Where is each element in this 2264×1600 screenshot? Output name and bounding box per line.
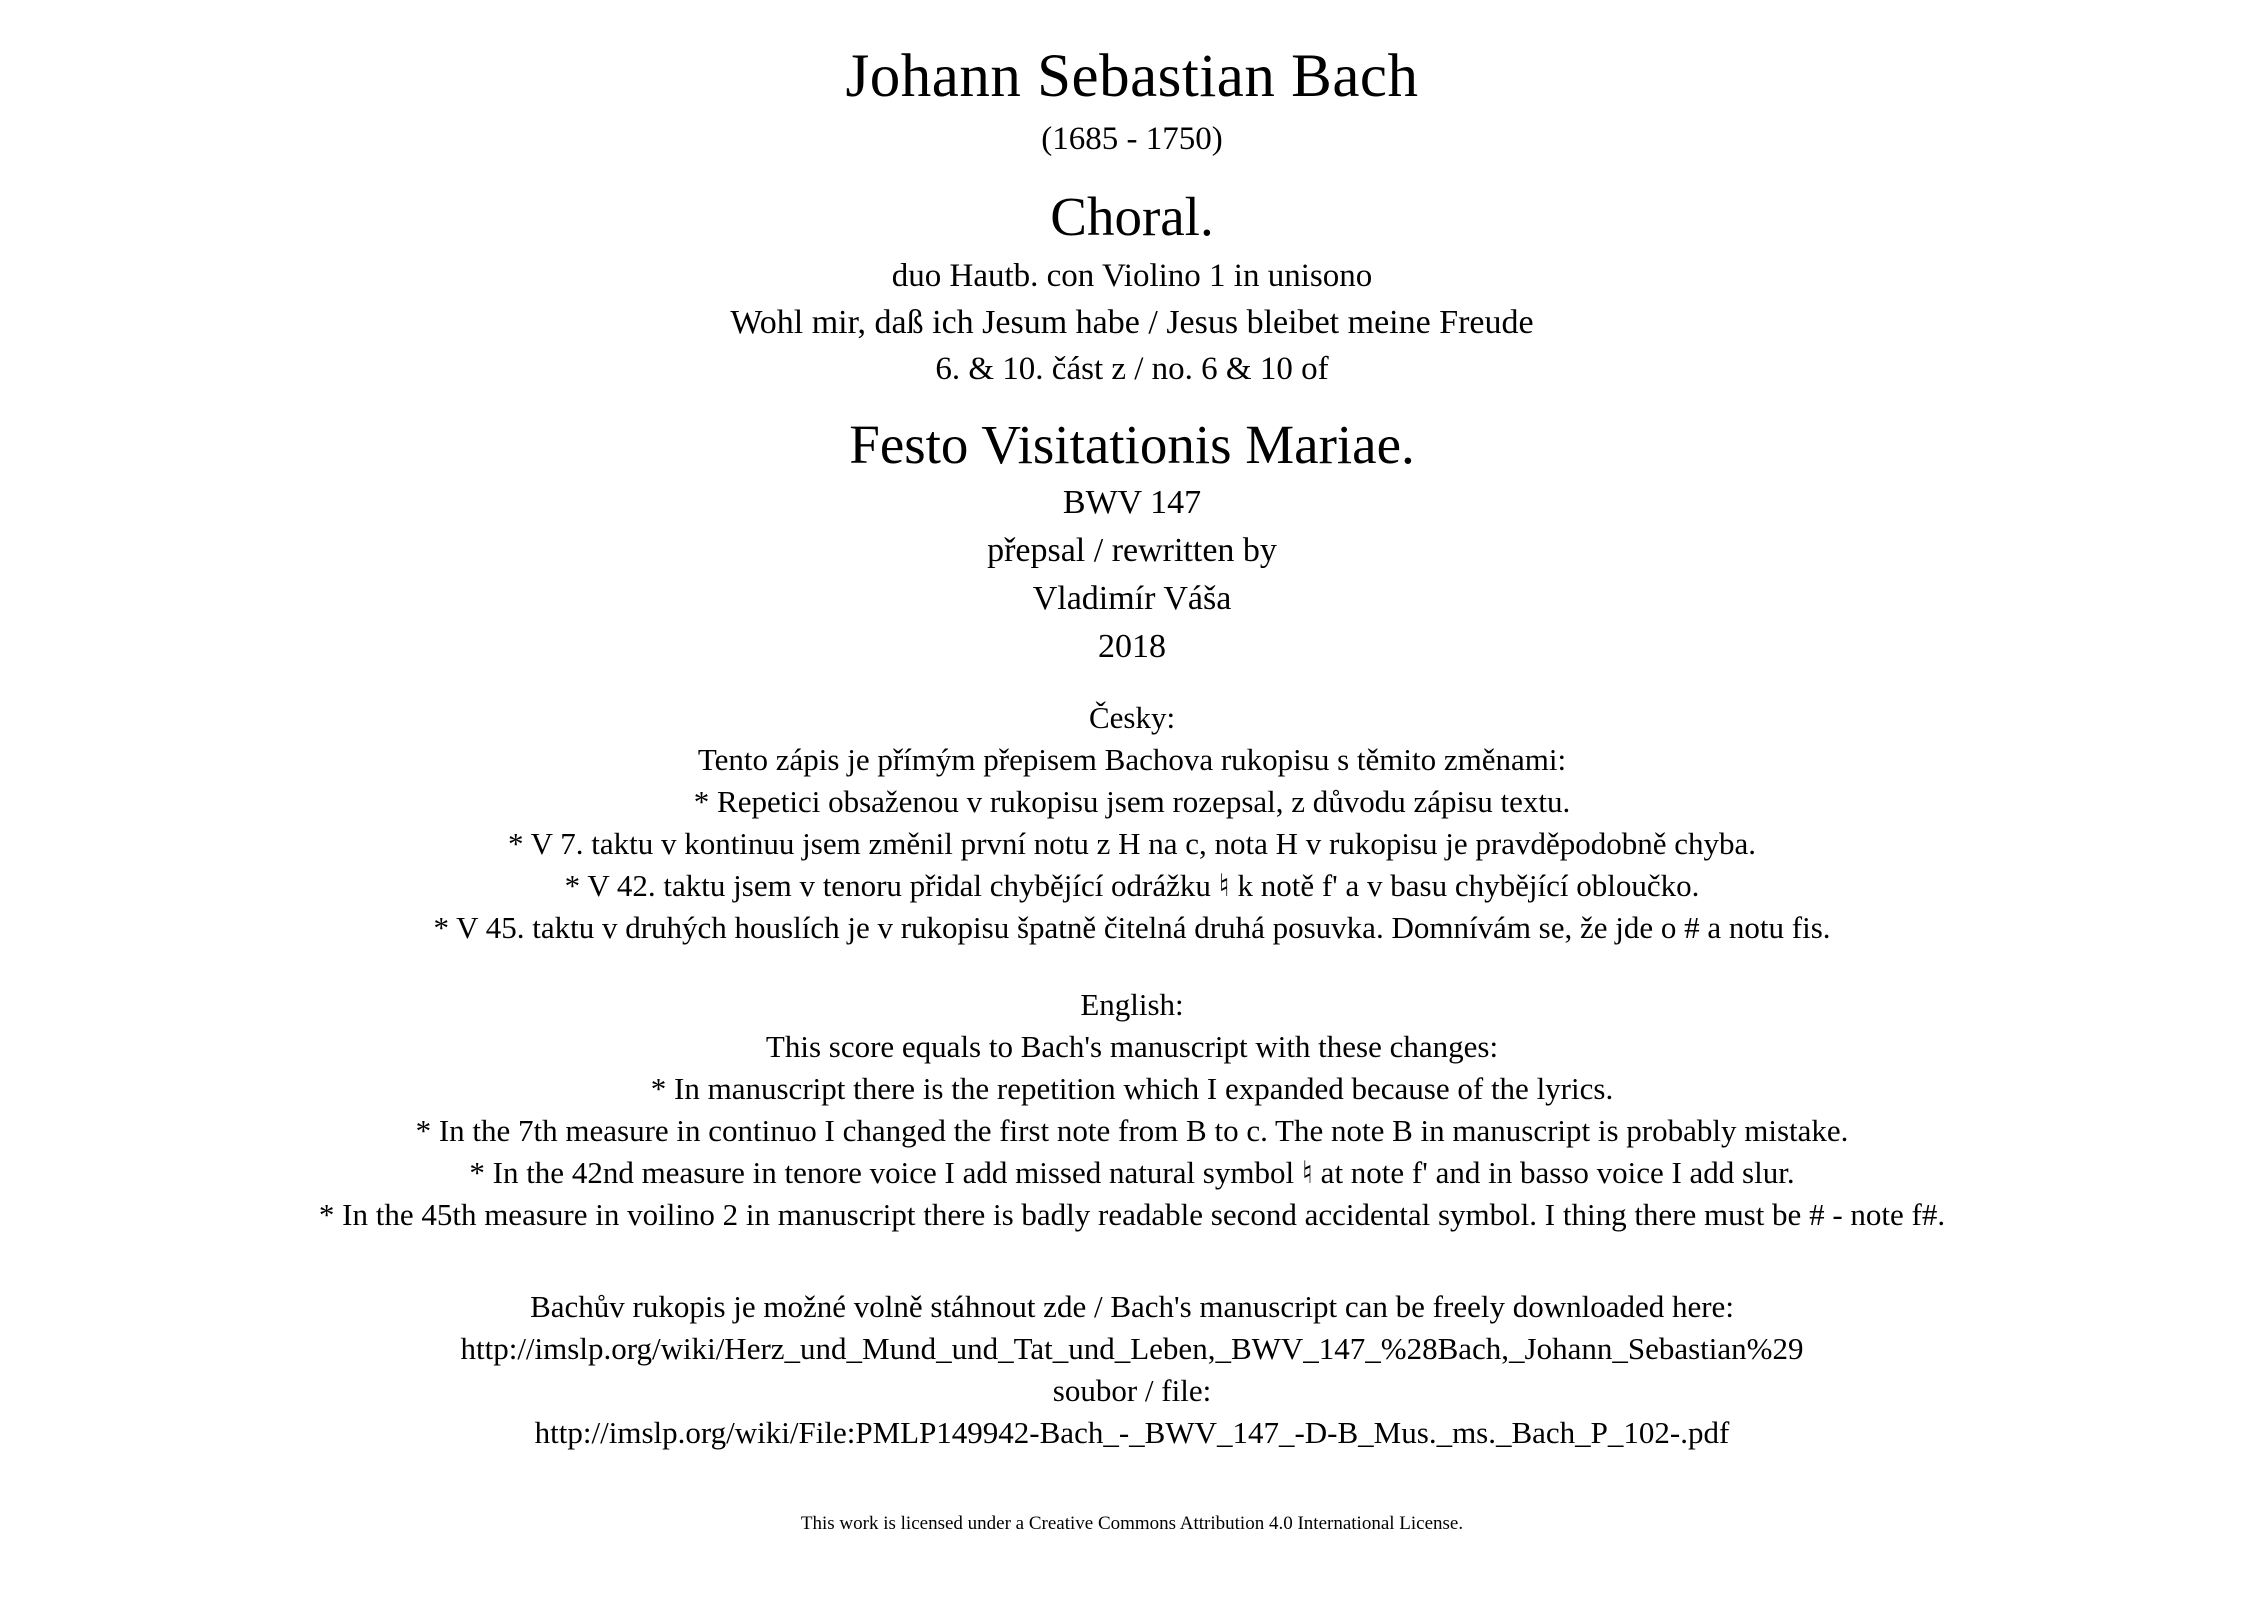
editor-name: Vladimír Váša [1032, 580, 1232, 617]
catalog-number: BWV 147 [1062, 484, 1202, 521]
english-notes-intro: This score equals to Bach's manuscript with these changes: [765, 1029, 1499, 1064]
czech-note-item: * V 7. taktu v kontinuu jsem změnil první notu z H na c, nota H v rukopisu je pravděpodobně chyba. [507, 826, 1757, 861]
byline-label: přepsal / rewritten by [987, 532, 1277, 569]
composer-name: Johann Sebastian Bach [845, 43, 1419, 110]
czech-note-item: * V 45. taktu v druhých houslích je v rukopisu špatně čitelná druhá posuvka. Domnívám se, že jde o # a notu fis. [433, 910, 1831, 945]
file-label: soubor / file: [1052, 1373, 1212, 1408]
czech-note-item: * V 42. taktu jsem v tenoru přidal chybějící odrážku ♮ k notě f' a v basu chybějící obloučko. [564, 868, 1700, 903]
incipit-line: Wohl mir, daß ich Jesum habe / Jesus bleibet meine Freude [730, 304, 1534, 341]
english-note-item: * In manuscript there is the repetition which I expanded because of the lyrics. [650, 1071, 1614, 1106]
parent-work-title: Festo Visitationis Mariae. [849, 414, 1415, 475]
manuscript-wiki-url[interactable]: http://imslp.org/wiki/Herz_und_Mund_und_Tat_und_Leben,_BWV_147_%28Bach,_Johann_Sebastian%29 [460, 1331, 1804, 1366]
license-notice: This work is licensed under a Creative Commons Attribution 4.0 International License. [800, 1513, 1464, 1534]
english-notes-section [0, 943, 2264, 1230]
czech-notes-intro: Tento zápis je přímým přepisem Bachova rukopisu s těmito změnami: [697, 742, 1567, 777]
czech-notes-heading: Česky: [1088, 700, 1176, 735]
manuscript-download-intro: Bachův rukopis je možné volně stáhnout zde / Bach's manuscript can be freely downloaded here: [530, 1289, 1734, 1324]
composer-dates: (1685 - 1750) [1041, 121, 1223, 157]
work-title: Choral. [1050, 186, 1214, 247]
english-note-item: * In the 7th measure in continuo I changed the first note from B to c. The note B in manuscript is probably mistake. [415, 1113, 1849, 1148]
english-notes-heading: English: [1080, 987, 1184, 1022]
english-note-item: * In the 45th measure in voilino 2 in manuscript there is badly readable second accidental symbol. I thing there must be # - note f#. [318, 1197, 1946, 1232]
scoring-line: duo Hautb. con Violino 1 in unisono [891, 258, 1373, 294]
edition-year: 2018 [1098, 628, 1166, 665]
links-section [0, 1230, 2264, 1448]
title-block [0, 0, 2264, 664]
czech-notes-section [0, 664, 2264, 943]
manuscript-file-url[interactable]: http://imslp.org/wiki/File:PMLP149942-Bach_-_BWV_147_-D-B_Mus._ms._Bach_P_102-.pdf [534, 1415, 1730, 1450]
czech-note-item: * Repetici obsaženou v rukopisu jsem rozepsal, z důvodu zápisu textu. [693, 784, 1571, 819]
english-note-item: * In the 42nd measure in tenore voice I add missed natural symbol ♮ at note f' and in basso voice I add slur. [469, 1155, 1795, 1190]
movement-line: 6. & 10. část z / no. 6 & 10 of [935, 351, 1329, 387]
